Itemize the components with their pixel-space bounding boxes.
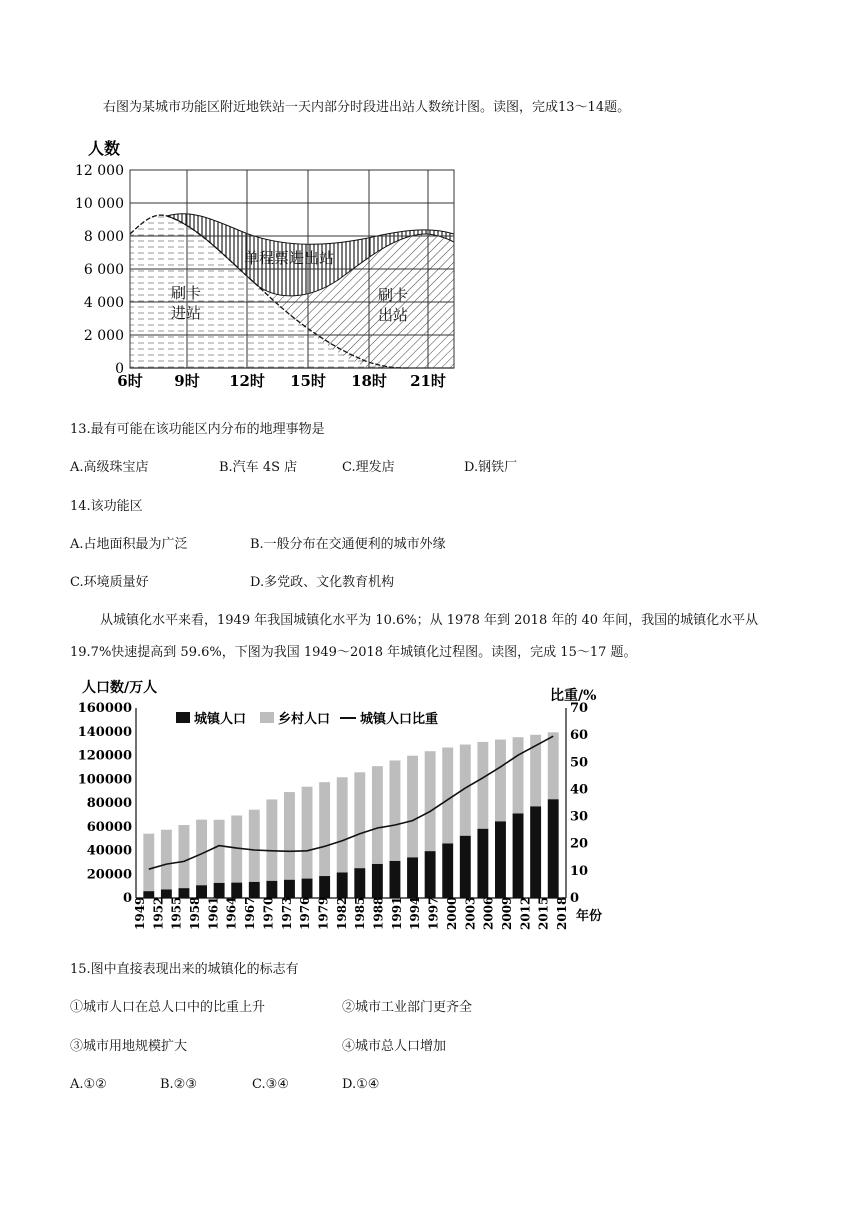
chart2-right-tick: 60: [570, 728, 589, 744]
urban-bar: [548, 799, 559, 898]
chart2-left-tick: 20000: [86, 867, 132, 883]
chart2-x-tick: 1976: [298, 896, 313, 930]
urban-bar: [302, 879, 313, 898]
urban-bar: [284, 880, 295, 898]
chart2-x-tick: 2000: [444, 896, 459, 930]
rural-bar: [284, 792, 295, 880]
chart2-bars: [143, 732, 558, 898]
chart2-x-tick: 1961: [206, 896, 221, 930]
chart1-ytick: 10 000: [75, 196, 124, 212]
chart2-right-tick: 0: [570, 891, 580, 906]
rural-bar: [372, 766, 383, 864]
chart2-x-tick: 1955: [169, 896, 184, 930]
q14-option-c: C.环境质量好: [70, 575, 149, 590]
chart1-xtick: 21时: [410, 372, 446, 390]
chart2-x-tick: 2018: [555, 896, 569, 930]
urban-bar: [407, 857, 418, 898]
urban-bar: [179, 888, 190, 898]
intro-paragraph-1: 右图为某城市功能区附近地铁站一天内部分时段进出站人数统计图。读图，完成13～14题。: [103, 100, 631, 115]
q15-option-b: B.②③: [160, 1077, 197, 1092]
rural-bar: [179, 825, 190, 888]
chart2-x-tick: 1982: [334, 896, 349, 930]
q13-option-c: C.理发店: [342, 460, 395, 475]
chart1-ylabel: 人数: [88, 139, 121, 158]
chart1-label-single: 单程票进出站: [244, 249, 335, 267]
chart1-label-out-1: 刷卡: [378, 286, 409, 304]
chart2-right-tick: 10: [570, 863, 589, 879]
urban-bar: [354, 868, 365, 898]
chart1-label-out-2: 出站: [378, 306, 409, 324]
chart2-right-tick: 20: [570, 836, 589, 852]
rural-bar: [548, 732, 559, 799]
urban-bar: [231, 883, 242, 898]
rural-bar: [302, 787, 313, 879]
chart2-right-tick: 70: [570, 701, 589, 716]
legend-urban-swatch: [176, 712, 190, 723]
chart2-xlabel: 年份: [576, 909, 603, 924]
chart2-x-tick: 1997: [426, 896, 441, 930]
rural-bar: [354, 772, 365, 868]
urbanization-chart: [68, 672, 628, 942]
chart1-xtick: 12时: [229, 372, 265, 390]
urban-bar: [530, 806, 541, 898]
urban-bar: [337, 872, 348, 898]
q13-option-b: B.汽车 4S 店: [219, 460, 298, 475]
chart2-left-tick: 80000: [86, 796, 132, 811]
rural-bar: [425, 751, 436, 851]
urban-bar: [425, 851, 436, 898]
chart2-legend: [176, 711, 438, 727]
chart2-right-tick: 40: [570, 782, 589, 798]
urban-bar: [249, 882, 260, 898]
urban-bar: [495, 821, 506, 898]
chart2-x-tick: 2012: [518, 896, 533, 930]
urban-bar: [214, 883, 225, 898]
urban-bar: [513, 813, 524, 898]
metro-flow-chart: [68, 130, 468, 390]
chart1-xtick: 6时: [117, 372, 143, 390]
q15-item-4: ④城市总人口增加: [342, 1039, 447, 1054]
chart2-x-tick: 1958: [188, 896, 203, 930]
chart2-x-tick: 1979: [316, 896, 331, 930]
chart2-x-tick: 1985: [353, 896, 368, 930]
intro-paragraph-2: 从城镇化水平来看，1949 年我国城镇化水平为 10.6%；从 1978 年到 2018 年的 40 年间，我国的城镇化水平从 19.7%快速提高到 59.6%，下图为我国 1949～2018 年城镇化过程图。读图，完成 15～17 题。: [70, 613, 759, 660]
chart2-right-tick: 50: [570, 755, 589, 771]
q14-option-a: A.占地面积最为广泛: [70, 537, 188, 552]
chart2-x-tick: 1967: [243, 896, 258, 930]
chart1-xtick: 9时: [174, 372, 200, 390]
urban-bar: [372, 864, 383, 898]
q13-option-d: D.钢铁厂: [464, 460, 518, 475]
q13-stem: 13.最有可能在该功能区内分布的地理事物是: [70, 422, 325, 437]
rural-bar: [214, 820, 225, 883]
chart2-ylabel-right: 比重/%: [550, 688, 597, 704]
chart1-xticks: [117, 372, 446, 390]
rural-bar: [161, 830, 172, 890]
rural-bar: [390, 760, 401, 860]
chart2-x-tick: 2009: [499, 896, 514, 930]
q15-option-d: D.①④: [342, 1077, 380, 1092]
rural-bar: [249, 810, 260, 882]
chart2-x-tick: 2015: [536, 896, 551, 930]
legend-rural-label: 乡村人口: [278, 712, 331, 727]
chart1-ytick: 2 000: [83, 328, 124, 344]
rural-bar: [337, 777, 348, 872]
urban-bar: [319, 876, 330, 898]
chart1-ytick: 4 000: [83, 295, 124, 311]
urban-bar: [442, 843, 453, 898]
rural-bar: [442, 747, 453, 843]
q14-stem: 14.该功能区: [70, 499, 143, 514]
chart2-left-tick: 140000: [77, 724, 132, 740]
chart2-left-tick: 120000: [77, 748, 132, 764]
urban-bar: [196, 885, 207, 898]
chart2-x-tick: 2003: [463, 896, 478, 930]
urban-bar: [266, 881, 277, 898]
chart1-ytick: 6 000: [83, 262, 124, 278]
rural-bar: [407, 756, 418, 858]
rural-bar: [513, 737, 524, 813]
chart1-xtick: 15时: [290, 372, 326, 390]
rural-bar: [143, 834, 154, 891]
chart2-right-tick: 30: [570, 809, 589, 825]
legend-ratio-label: 城镇人口比重: [360, 712, 439, 727]
rural-bar: [495, 740, 506, 822]
rural-bar: [266, 799, 277, 880]
q15-option-a: A.①②: [70, 1077, 107, 1092]
chart2-left-ticks: [78, 701, 132, 906]
chart2-ratio-line: [149, 736, 553, 869]
q14-option-d: D.多党政、文化教育机构: [250, 575, 395, 590]
q15-item-3: ③城市用地规模扩大: [70, 1039, 188, 1054]
chart1-ytick: 12 000: [75, 163, 124, 179]
q15-item-1: ①城市人口在总人口中的比重上升: [70, 1000, 266, 1015]
chart2-left-tick: 60000: [86, 819, 132, 835]
legend-urban-label: 城镇人口: [194, 712, 247, 727]
q15-stem: 15.图中直接表现出来的城镇化的标志有: [70, 962, 299, 977]
chart2-ylabel-left: 人口数/万人: [82, 680, 158, 696]
chart1-label-in-2: 进站: [171, 304, 202, 322]
q15-item-2: ②城市工业部门更齐全: [342, 1000, 473, 1015]
chart1-xtick: 18时: [351, 372, 387, 390]
chart2-left-tick: 100000: [77, 772, 132, 788]
chart2-left-tick: 40000: [86, 843, 132, 859]
chart2-x-tick: 1949: [133, 896, 147, 930]
urban-bar: [390, 861, 401, 898]
chart2-x-tick: 1952: [151, 896, 166, 930]
chart2-left-tick: 0: [122, 891, 132, 906]
chart2-x-tick: 1991: [389, 896, 404, 930]
chart2-left-tick: 160000: [77, 701, 132, 716]
chart2-x-tick: 1970: [261, 896, 276, 930]
chart1-ytick: 8 000: [83, 229, 124, 245]
q14-option-b: B.一般分布在交通便利的城市外缘: [250, 537, 446, 552]
chart1-label-in-1: 刷卡: [171, 284, 202, 302]
chart2-x-tick: 1964: [224, 896, 239, 930]
chart2-right-ticks: [570, 701, 588, 906]
urban-bar: [460, 836, 471, 898]
rural-bar: [319, 782, 330, 876]
chart2-x-tick: 1973: [279, 896, 294, 930]
chart1-ytick: 0: [115, 361, 124, 377]
q13-option-a: A.高级珠宝店: [70, 460, 149, 475]
legend-rural-swatch: [260, 712, 274, 723]
urban-bar: [477, 829, 488, 898]
chart1-yticks: [75, 163, 124, 377]
q15-option-c: C.③④: [252, 1077, 289, 1092]
chart2-x-ticks: [133, 897, 569, 930]
chart2-x-tick: 1994: [408, 896, 423, 930]
chart2-x-tick: 1988: [371, 896, 386, 930]
chart2-x-tick: 2006: [481, 896, 496, 930]
rural-bar: [477, 742, 488, 829]
